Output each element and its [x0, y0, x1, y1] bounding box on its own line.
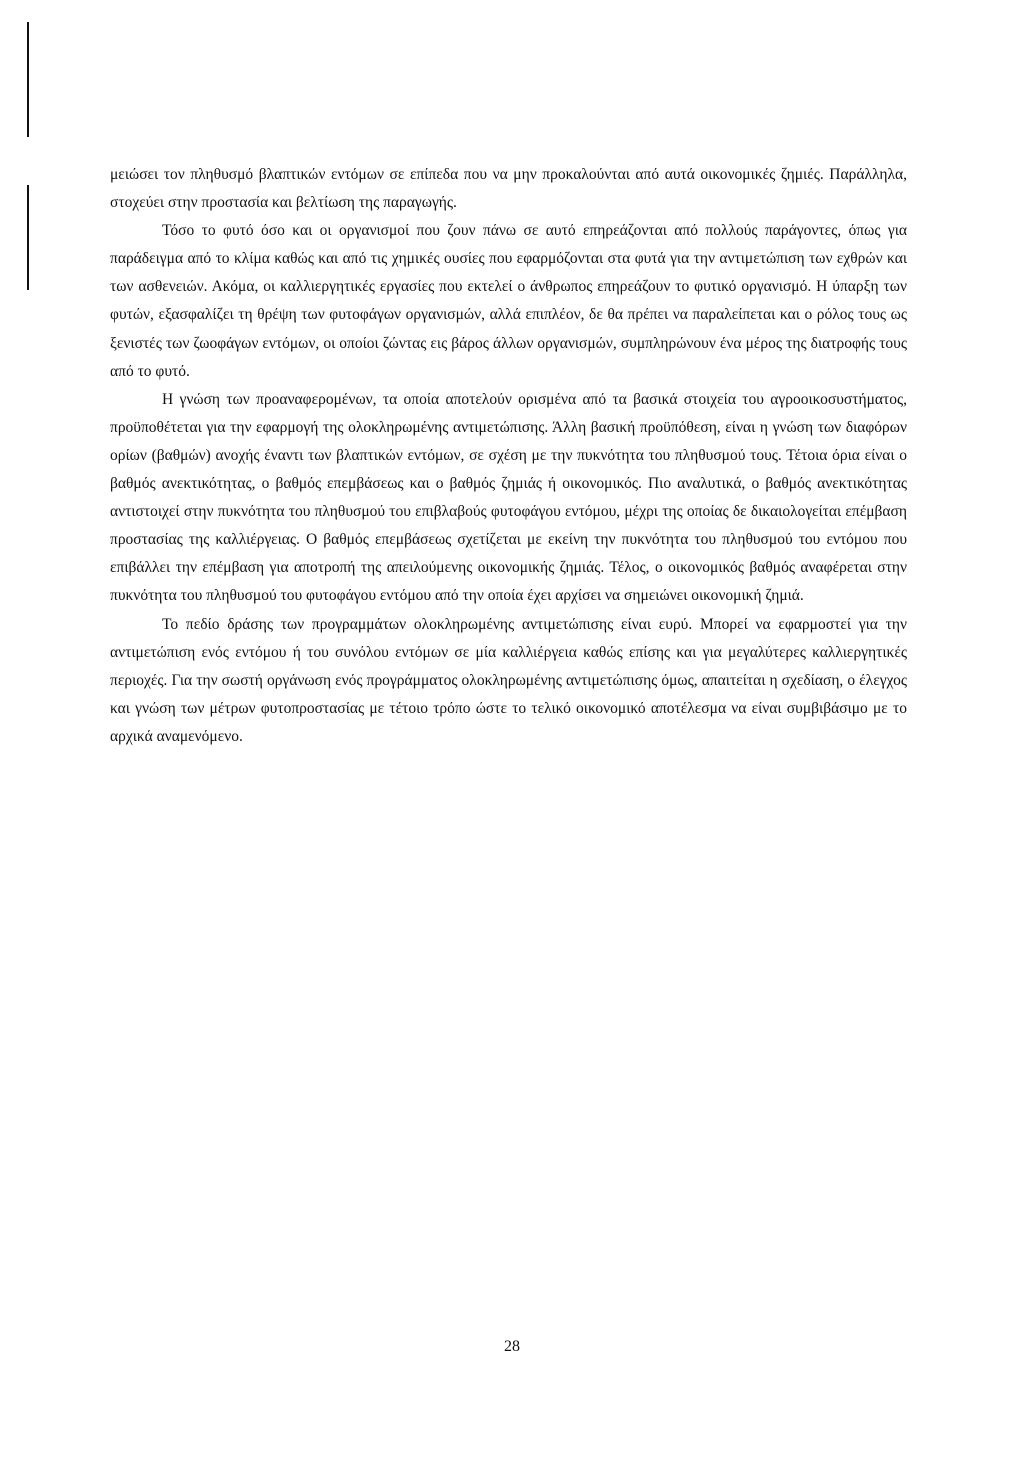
paragraph: Τόσο το φυτό όσο και οι οργανισμοί που ζουν πάνω σε αυτό επηρεάζονται από πολλούς παράγοντες, όπως για παράδειγμα από το κλίμα καθώς και από τις χημικές ουσίες που εφαρμόζονται στα φυτά για την αντιμετώπιση των εχθρών και των ασθενειών. Ακόμα, οι καλλιεργητικές εργασίες που εκτελεί ο άνθρωπος επηρεάζουν το φυτικό οργανισμό. Η ύπαρξη των φυτών, εξασφαλίζει τη θρέψη των φυτοφάγων οργανισμών, αλλά επιπλέον, δε θα πρέπει να παραλείπεται και ο ρόλος τους ως ξενιστές των ζωοφάγων εντόμων, οι οποίοι ζώντας εις βάρος άλλων οργανισμών, συμπληρώνουν ένα μέρος της διατροφής τους από το φυτό.	[110, 222, 907, 380]
scan-edge-line	[27, 185, 29, 290]
paragraph: Η γνώση των προαναφερομένων, τα οποία αποτελούν ορισμένα από τα βασικά στοιχεία του αγροοικοσυστήματος, προϋποθέτεται για την εφαρμογή της ολοκληρωμένης αντιμετώπισης. Άλλη βασική προϋπόθεση, είναι η γνώση των διαφόρων ορίων (βαθμών) ανοχής έναντι των βλαπτικών εντόμων, σε σχέση με την πυκνότητα του πληθυσμού τους. Τέτοια όρια είναι ο βαθμός ανεκτικότητας, ο βαθμός επεμβάσεως και ο βαθμός ζημιάς ή οικονομικός. Πιο αναλυτικά, ο βαθμός ανεκτικότητας αντιστοιχεί στην πυκνότητα του πληθυσμού του επιβλαβούς φυτοφάγου εντόμου, μέχρι της οποίας δε δικαιολογείται επέμβαση προστασίας της καλλιέργειας. Ο βαθμός επεμβάσεως σχετίζεται με εκείνη την πυκνότητα του πληθυσμού του εντόμου που επιβάλλει την επέμβαση για αποτροπή της απειλούμενης οικονομικής ζημιάς. Τέλος, ο οικονομικός βαθμός αναφέρεται στην πυκνότητα του πληθυσμού του φυτοφάγου εντόμου από την οποία έχει αρχίσει να σημειώνει οικονομική ζημιά.	[110, 390, 907, 605]
scan-edge-line	[27, 22, 29, 137]
page-number: 28	[504, 1338, 520, 1355]
paragraph: Το πεδίο δράσης των προγραμμάτων ολοκληρωμένης αντιμετώπισης είναι ευρύ. Μπορεί να εφαρμοστεί για την αντιμετώπιση ενός εντόμου ή του συνόλου εντόμων σε μία καλλιέργεια καθώς επίσης και για μεγαλύτερες καλλιεργητικές περιοχές. Για την σωστή οργάνωση ενός προγράμματος ολοκληρωμένης αντιμετώπισης όμως, απαιτείται η σχεδίαση, ο έλεγχος και γνώση των μέτρων φυτοπροστασίας με τέτοιο τρόπο ώστε το τελικό οικονομικό αποτέλεσμα να είναι συμβιβάσιμο με το αρχικά αναμενόμενο.	[110, 615, 907, 745]
document-body	[110, 161, 907, 751]
paragraph-continued: μειώσει τον πληθυσμό βλαπτικών εντόμων σε επίπεδα που να μην προκαλούνται από αυτά οικονομικές ζημιές. Παράλληλα, στοχεύει στην προστασία και βελτίωση της παραγωγής.	[110, 166, 907, 212]
